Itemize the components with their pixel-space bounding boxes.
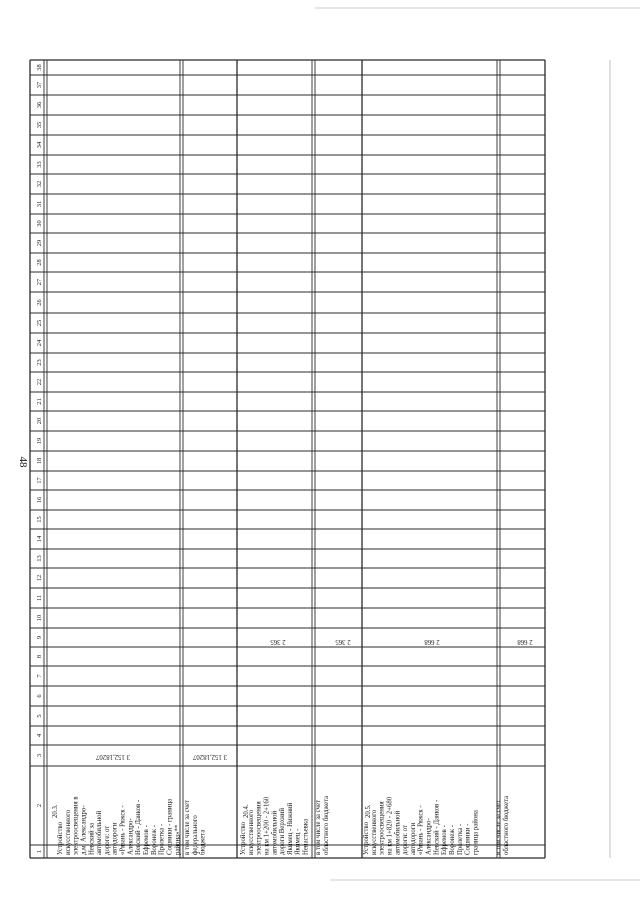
column-number: 9 <box>36 635 43 640</box>
text-line: Пролетка - <box>456 823 464 855</box>
column-number: 35 <box>36 121 43 129</box>
column-number: 38 <box>36 64 43 71</box>
text-line: искусственного <box>64 809 72 855</box>
text-line: Александро- <box>425 818 433 855</box>
row-col9-value: 2 365 <box>270 638 286 645</box>
column-number: 33 <box>36 161 43 168</box>
column-number: 32 <box>36 180 43 188</box>
text-line: бюджета <box>199 829 207 855</box>
text-line: «Рязань - Ряжск - <box>119 805 127 855</box>
text-line: автомобильной <box>394 810 402 855</box>
text-line: Якимец - <box>294 828 302 855</box>
text-line: на км 1+820 - 2+680 <box>386 796 394 855</box>
column-number: 1 <box>36 849 43 854</box>
column-number: 19 <box>36 437 43 445</box>
column-number: 31 <box>36 200 43 208</box>
column-number: 36 <box>36 101 43 109</box>
column-number: 17 <box>36 477 43 484</box>
column-number: 18 <box>36 457 43 465</box>
column-number: 6 <box>36 694 43 698</box>
text-line: в том числе за счет <box>184 800 191 855</box>
column-number: 2 <box>36 803 43 808</box>
text-line: дороге: от <box>103 825 111 855</box>
column-number: 11 <box>36 594 43 602</box>
column-number: 21 <box>36 398 43 405</box>
column-number: 15 <box>36 516 43 523</box>
text-line: Воронеж - <box>150 824 158 855</box>
text-line: Пролетка - <box>158 823 166 855</box>
column-number: 7 <box>36 674 43 678</box>
text-line: в том числе за счет <box>495 800 502 855</box>
text-line: федерального <box>191 815 199 855</box>
text-line: Ненастьевка <box>302 818 310 855</box>
text-line: электроосвещения <box>255 801 263 855</box>
text-line: Ефремов - <box>441 825 449 855</box>
text-line: Ефремов - <box>143 825 151 855</box>
text-line: района»** <box>174 824 182 855</box>
text-line: Невский - Данков - <box>433 799 441 855</box>
text-line: Сошники - граница <box>166 798 174 855</box>
column-number: 12 <box>36 574 43 582</box>
row-col3-value: 3 152,18207 <box>96 753 130 760</box>
text-line: областного бюджета <box>502 795 510 855</box>
text-line: Александро- <box>127 818 135 855</box>
text-line: областного бюджета <box>322 795 330 855</box>
text-line: на км 1+200 - 2+160 <box>263 796 271 855</box>
column-number: 8 <box>36 654 43 659</box>
column-number: 22 <box>36 378 43 386</box>
text-line: Якимец - Нижний <box>286 802 294 855</box>
column-number: 13 <box>36 555 43 562</box>
row-sub-col9-value: 2 668 <box>517 638 533 645</box>
text-line: автомобильной <box>271 810 279 855</box>
text-line: автодороги <box>409 822 417 855</box>
column-number: 4 <box>36 733 43 738</box>
row-number: 20.5. <box>365 804 372 818</box>
text-line: граница района <box>472 810 480 855</box>
column-number: 14 <box>36 535 43 543</box>
text-line: искусственного <box>247 809 255 855</box>
column-number: 5 <box>36 714 43 718</box>
column-number: 16 <box>36 496 43 504</box>
text-line: Невский за <box>88 822 96 855</box>
column-number: 10 <box>36 614 43 622</box>
text-line: электроосвещения <box>378 801 386 855</box>
text-line: д.м. Александро- <box>80 805 88 855</box>
page-number: 48 <box>17 456 29 468</box>
text-line: автомобильной <box>96 810 104 855</box>
column-number: 27 <box>36 278 43 286</box>
column-number: 34 <box>36 141 43 149</box>
row-subname <box>495 796 510 855</box>
column-number: 24 <box>36 339 43 347</box>
text-line: Сошники - <box>464 823 472 855</box>
column-number: 26 <box>36 299 43 306</box>
text-line: дороги: от <box>402 825 410 855</box>
row-col9-value: 2 668 <box>424 638 440 645</box>
column-number: 37 <box>36 81 43 89</box>
column-number: 25 <box>36 319 43 327</box>
column-number: 3 <box>36 753 43 758</box>
text-line: Невский - Данков - <box>135 799 143 855</box>
text-line: Воронеж - <box>449 824 457 855</box>
row-number: 20.3. <box>52 804 59 818</box>
text-line: электроосвещения в <box>72 796 80 855</box>
text-line: Устройство <box>57 821 64 855</box>
column-number: 20 <box>36 417 43 425</box>
column-number-header <box>36 64 43 853</box>
row-sub-col9-value: 2 365 <box>335 638 351 645</box>
text-line: дороги Верхний <box>279 807 287 855</box>
text-line: Устройство <box>363 821 370 855</box>
text-line: искусственного <box>370 809 378 855</box>
column-number: 23 <box>36 359 43 366</box>
row-sub-col3-value: 3 152,18207 <box>193 753 227 760</box>
column-number: 28 <box>36 259 43 266</box>
text-line: Устройство <box>240 821 247 855</box>
text-line: «Рязань - Ряжск - <box>417 805 425 855</box>
text-line: в том числе за счет <box>315 800 322 855</box>
column-number: 29 <box>36 239 43 247</box>
row-subname <box>315 796 330 855</box>
column-number: 30 <box>36 220 43 227</box>
text-line: автодороги <box>111 822 119 855</box>
row-number: 20.4. <box>243 804 250 818</box>
